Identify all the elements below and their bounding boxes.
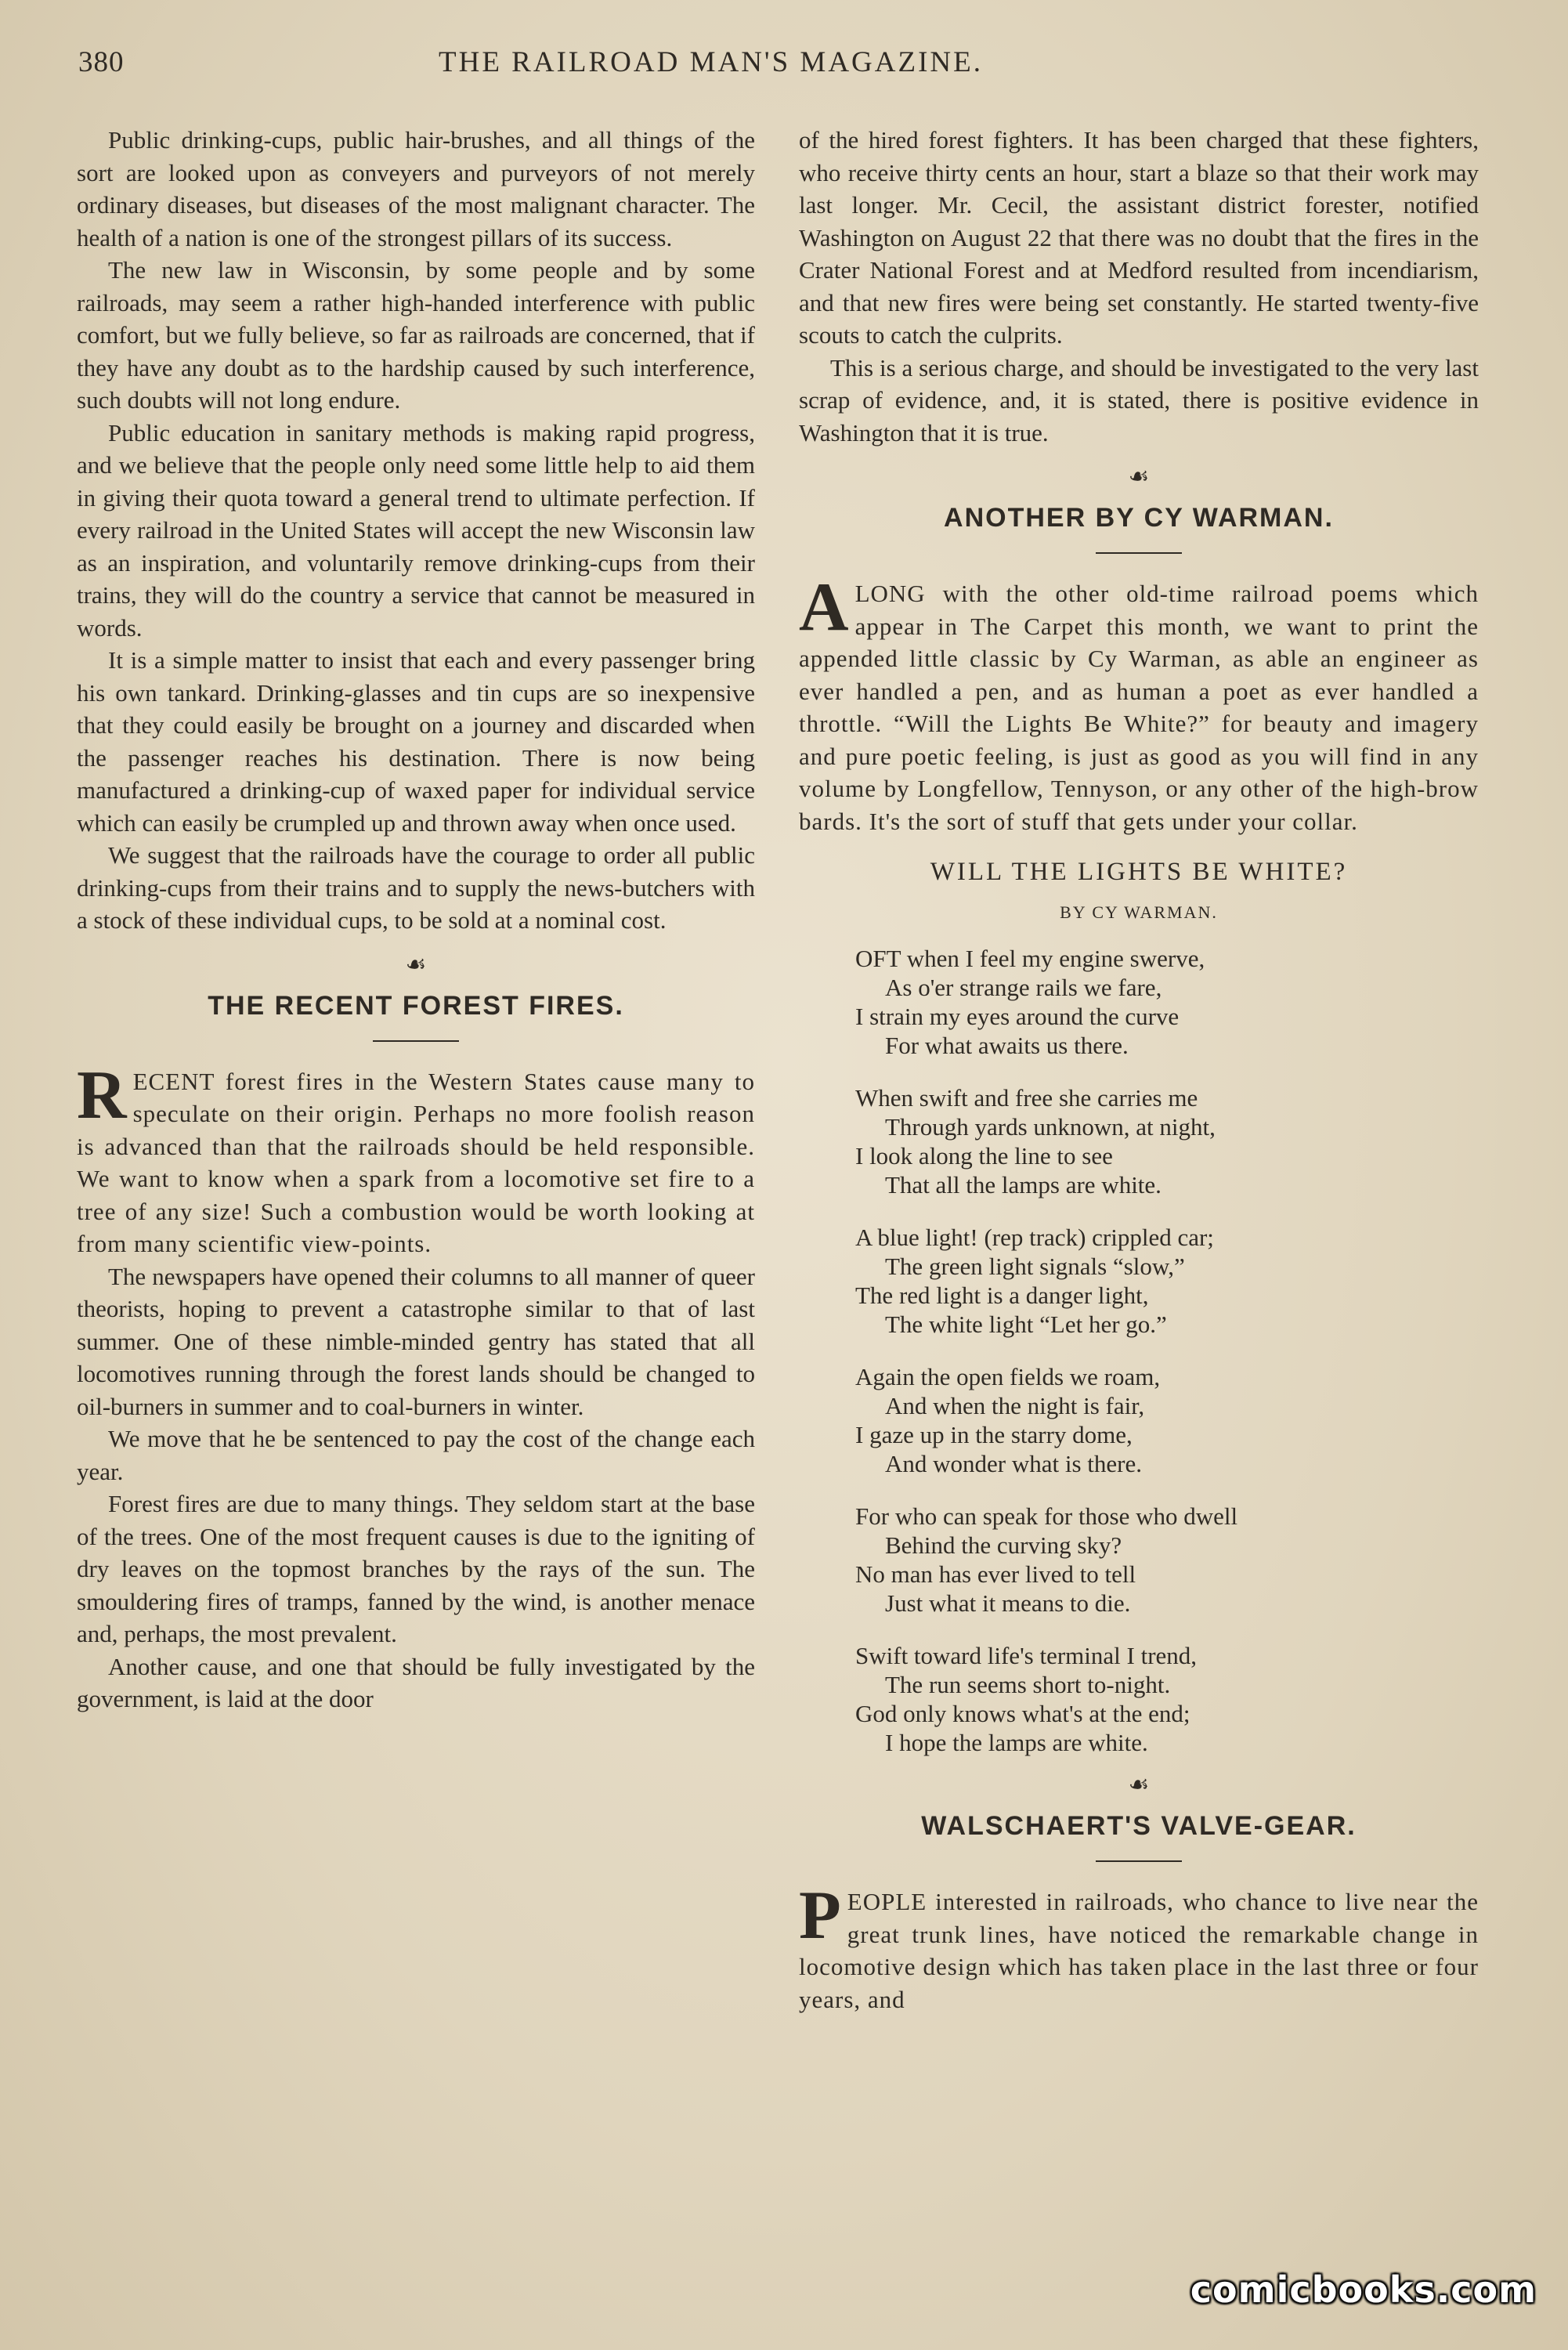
paragraph: Public drinking-cups, public hair-brushes, and all things of the sort are looked upon as conveyers and purveyors of not merely ordinary diseases, but diseases of the most malignant character. The health of a nation is one of the strongest pillars of its success. bbox=[77, 126, 755, 251]
ornament-icon: ☙ bbox=[1128, 1772, 1150, 1798]
poem-line: OFT when I feel my engine swerve, bbox=[855, 945, 1205, 972]
paragraph-with-dropcap bbox=[77, 1057, 755, 1260]
poem-line: When swift and free she carries me bbox=[855, 1084, 1198, 1112]
page-header bbox=[78, 45, 1488, 92]
poem-line: And wonder what is there. bbox=[885, 1450, 1142, 1477]
paragraph: The newspapers have opened their columns to all manner of queer theorists, hoping to prevent a catastrophe similar to that of last summer. One of these nimble-minded gentry has stated that all locomotives running through the forest lands should be changed to oil-burners in summer and to coal-burners in winter. bbox=[77, 1262, 755, 1420]
poem-stanza bbox=[855, 1223, 1479, 1339]
paragraph-text: ECENT forest fires in the Western States cause many to speculate on their origin. Perhaps no more foolish reason is advanced than that the railroads should be held responsible. We want to know when a spark from a locomotive set fire to a tree of any size! Such a combustion would be worth looking at from many scientific view-points. bbox=[77, 1067, 755, 1257]
drop-cap: R bbox=[77, 1057, 127, 1133]
poem-stanza bbox=[855, 1362, 1479, 1478]
divider bbox=[373, 1040, 459, 1042]
poem-stanza bbox=[855, 1502, 1479, 1618]
poem-line: For what awaits us there. bbox=[885, 1032, 1129, 1059]
poem-line: The run seems short to-night. bbox=[885, 1671, 1171, 1698]
paragraph: Another cause, and one that should be fully investigated by the government, is laid at the door bbox=[77, 1652, 755, 1712]
poem-line: Swift toward life's terminal I trend, bbox=[855, 1642, 1198, 1669]
drop-cap: A bbox=[799, 569, 849, 645]
poem-stanza bbox=[855, 1641, 1479, 1757]
paragraph: We suggest that the railroads have the courage to order all public drinking-cups from their trains and to supply the news-butchers with a stock of these individual cups, to be sold at a nominal cost. bbox=[77, 841, 755, 934]
right-column bbox=[799, 124, 1479, 2016]
paragraph-with-dropcap bbox=[799, 1878, 1479, 2016]
section-heading-cy-warman: ANOTHER BY CY WARMAN. bbox=[944, 503, 1334, 533]
poem-title: WILL THE LIGHTS BE WHITE? bbox=[930, 858, 1348, 886]
drop-cap: P bbox=[799, 1878, 841, 1954]
poem-line: Again the open fields we roam, bbox=[855, 1363, 1161, 1390]
poem-line: I strain my eyes around the curve bbox=[855, 1003, 1180, 1030]
poem-line: For who can speak for those who dwell bbox=[855, 1502, 1238, 1530]
paragraph: It is a simple matter to insist that each and every passenger bring his own tankard. Drinking-glasses and tin cups are so inexpensive that they could easily be brought on a journey and discarded when the passenger reaches his destination. There is now being manufactured a drinking-cup of waxed paper for individual service which can easily be crumpled up and thrown away when once used. bbox=[77, 646, 755, 837]
poem-line: No man has ever lived to tell bbox=[855, 1560, 1136, 1588]
ornament-icon: ☙ bbox=[405, 951, 427, 978]
poem-line: Through yards unknown, at night, bbox=[885, 1113, 1216, 1141]
divider bbox=[1096, 1860, 1182, 1862]
paragraph: This is a serious charge, and should be investigated to the very last scrap of evidence, and, it is stated, there is positive evidence in Washington that it is true. bbox=[799, 353, 1479, 446]
paragraph: The new law in Wisconsin, by some people and by some railroads, may seem a rather high-handed interference with public comfort, but we fully believe, so far as railroads are concerned, that if they have any doubt as to the hardship caused by such interference, such doubts will not long endure. bbox=[77, 256, 755, 414]
divider bbox=[1096, 552, 1182, 554]
paragraph: We move that he be sentenced to pay the cost of the change each year. bbox=[77, 1425, 755, 1485]
magazine-title: THE RAILROAD MAN'S MAGAZINE. bbox=[439, 46, 983, 78]
paragraph: Public education in sanitary methods is making rapid progress, and we believe that the people only need some little help to aid them in giving their quota toward a general trend to ultimate perfection. If every railroad in the United States will accept the new Wisconsin law as an inspiration, and voluntarily remove drinking-cups from their trains, they will do the country a service that cannot be measured in words. bbox=[77, 418, 755, 642]
poem-line: Just what it means to die. bbox=[885, 1589, 1131, 1617]
poem-line: As o'er strange rails we fare, bbox=[885, 974, 1162, 1001]
section-heading-forest-fires: THE RECENT FOREST FIRES. bbox=[208, 990, 624, 1021]
poem-stanza bbox=[855, 944, 1479, 1060]
left-column bbox=[77, 124, 755, 1716]
poem-line: That all the lamps are white. bbox=[885, 1171, 1162, 1198]
poem-line: Behind the curving sky? bbox=[885, 1531, 1122, 1559]
poem-line: I gaze up in the starry dome, bbox=[855, 1421, 1133, 1448]
poem-line: I look along the line to see bbox=[855, 1142, 1113, 1170]
ornament-icon: ☙ bbox=[1128, 464, 1150, 490]
section-heading-valve-gear: WALSCHAERT'S VALVE-GEAR. bbox=[921, 1811, 1357, 1841]
site-watermark: comicbooks.com bbox=[1190, 2269, 1537, 2311]
paragraph-with-dropcap bbox=[799, 569, 1479, 837]
paragraph-text: EOPLE interested in railroads, who chance to live near the great trunk lines, have noticed the remarkable change in locomotive design which has taken place in the last three or four years, and bbox=[799, 1888, 1479, 2013]
paragraph: of the hired forest fighters. It has been charged that these fighters, who receive thirty cents an hour, start a blaze so that their work may last longer. Mr. Cecil, the assistant district forester, notified Washington on August 22 that there was no doubt that the fires in the Crater National Forest and at Medford resulted from incendiarism, and that new fires were being set constantly. He started twenty-five scouts to catch the culprits. bbox=[799, 126, 1479, 349]
poem-byline: BY CY WARMAN. bbox=[1060, 902, 1218, 922]
poem-line: God only knows what's at the end; bbox=[855, 1700, 1190, 1727]
poem-line: The white light “Let her go.” bbox=[885, 1311, 1167, 1338]
poem-line: The red light is a danger light, bbox=[855, 1282, 1149, 1309]
poem-line: The green light signals “slow,” bbox=[885, 1253, 1185, 1280]
poem-line: And when the night is fair, bbox=[885, 1392, 1145, 1419]
poem-stanza bbox=[855, 1083, 1479, 1199]
page-number: 380 bbox=[78, 46, 125, 78]
paragraph-text: LONG with the other old-time railroad poems which appear in The Carpet this month, we want to print the appended little classic by Cy Warman, as able an engineer as ever handled a pen, and as human a poet as ever handled a throttle. “Will the Lights Be White?” for beauty and imagery and pure poetic feeling, is just as good as you will find in any volume by Longfellow, Tennyson, or any other of the high-brow bards. It's the sort of stuff that gets under your collar. bbox=[799, 580, 1479, 835]
poem-line: A blue light! (rep track) crippled car; bbox=[855, 1224, 1214, 1251]
paragraph: Forest fires are due to many things. They seldom start at the base of the trees. One of the most frequent causes is due to the igniting of dry leaves on the topmost branches by the rays of the sun. The smouldering fires of tramps, fanned by the wind, is another menace and, perhaps, the most prevalent. bbox=[77, 1490, 755, 1647]
poem-line: I hope the lamps are white. bbox=[885, 1729, 1148, 1756]
